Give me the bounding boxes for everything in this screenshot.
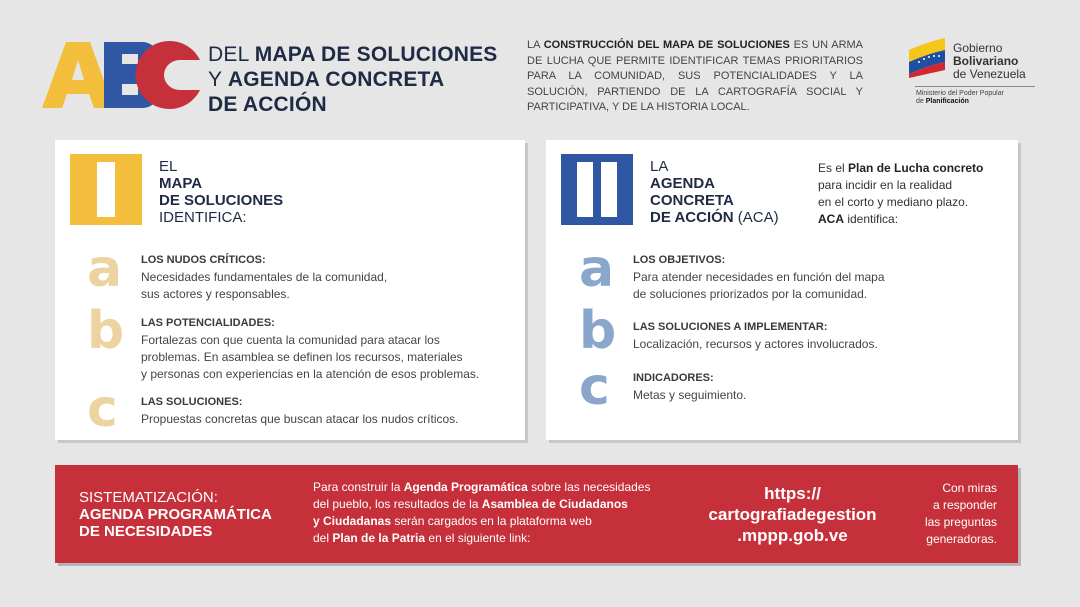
- banner-title: SISTEMATIZACIÓN: AGENDA PROGRAMÁTICA DE NECESIDADES: [79, 489, 272, 540]
- divider: [915, 86, 1035, 87]
- card-title: EL MAPA DE SOLUCIONES IDENTIFICA:: [159, 158, 284, 226]
- letter-a-icon: a: [579, 239, 615, 299]
- card-title: LA AGENDA CONCRETA DE ACCIÓN (ACA): [650, 158, 779, 226]
- sistematizacion-banner: [55, 465, 1018, 563]
- item-body: Propuestas concretas que buscan atacar los nudos críticos.: [141, 412, 459, 426]
- item-heading: LAS SOLUCIONES A IMPLEMENTAR:: [633, 321, 828, 333]
- banner-note: Con miras a responder las preguntas generadoras.: [924, 481, 997, 546]
- item-heading: LAS SOLUCIONES:: [141, 396, 243, 408]
- intro-text: LA CONSTRUCCIÓN DEL MAPA DE SOLUCIONES ES UN ARMA DE LUCHA QUE PERMITE IDENTIFICAR TEMAS PRIORITARIOS PARA LA COMUNIDAD, SUS POTENCIALIDADES Y LA SOLUCIÓN, PARTIENDO DE LA CARTOGRAFÍA SOCIAL Y PARTICIPATIVA, Y DE LA HISTORIA LOCAL.: [527, 39, 864, 113]
- ministry-name: Ministerio del Poder Popular de Planificación: [916, 90, 1004, 105]
- item-body: Necesidades fundamentales de la comunidad, sus actores y responsables.: [141, 270, 388, 301]
- page-title: DEL MAPA DE SOLUCIONES Y AGENDA CONCRETA DE ACCIÓN: [208, 43, 498, 116]
- item-body: Metas y seguimiento.: [633, 388, 747, 402]
- item-heading: LOS NUDOS CRÍTICOS:: [141, 254, 266, 266]
- letter-b-icon: b: [87, 301, 125, 361]
- letter-c-icon: c: [579, 357, 610, 417]
- venezuela-flag-icon: [905, 36, 949, 78]
- item-heading: LAS POTENCIALIDADES:: [141, 317, 275, 329]
- roman-two-icon: [561, 154, 633, 225]
- item-heading: INDICADORES:: [633, 372, 714, 384]
- abc-logo-graphic: [42, 40, 202, 110]
- government-name: Gobierno Bolivariano de Venezuela: [953, 41, 1026, 81]
- letter-b-icon: b: [579, 301, 617, 361]
- aca-description: Es el Plan de Lucha concreto para incidir en la realidad en el corto y mediano plazo. ACA identifica:: [818, 161, 984, 226]
- roman-one-icon: [70, 154, 142, 225]
- platform-link[interactable]: https:// cartografiadegestion .mppp.gob.ve: [708, 484, 877, 545]
- item-body: Fortalezas con que cuenta la comunidad para atacar los problemas. En asamblea se definen los recursos, materiales y personas con experiencias en la atención de esos problemas.: [141, 333, 480, 381]
- item-heading: LOS OBJETIVOS:: [633, 254, 726, 266]
- banner-text: Para construir la Agenda Programática sobre las necesidades del pueblo, los resultados de la Asamblea de Ciudadanos y Ciudadanas serán cargados en la plataforma web del Plan de la Patria en el siguiente link:: [313, 480, 651, 545]
- agenda-concreta-card: [546, 140, 1018, 440]
- item-body: Localización, recursos y actores involucrados.: [633, 337, 878, 351]
- mapa-soluciones-card: [55, 140, 525, 440]
- item-body: Para atender necesidades en función del mapa de soluciones priorizados por la comunidad.: [633, 270, 885, 301]
- letter-c-icon: c: [87, 379, 118, 439]
- abc-logo: [42, 40, 202, 110]
- letter-a-icon: a: [87, 239, 123, 299]
